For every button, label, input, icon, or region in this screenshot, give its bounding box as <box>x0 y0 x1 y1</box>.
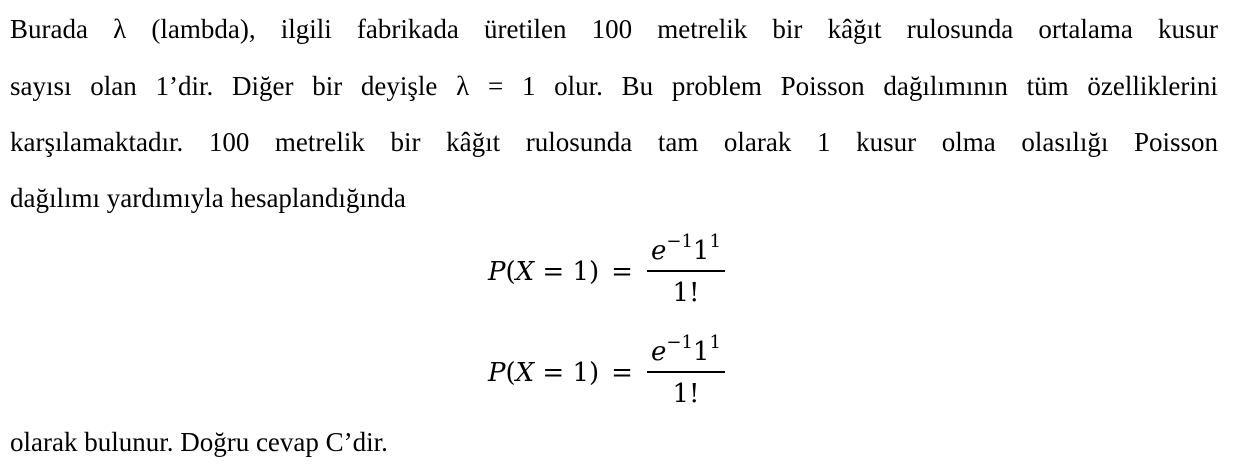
word: kâğıt <box>446 127 501 157</box>
word: bir <box>772 14 803 44</box>
equation-symbol-x: X <box>515 358 535 388</box>
equation-paren: ( <box>505 358 516 388</box>
word: karşılamaktadır. <box>10 127 184 157</box>
word: Diğer <box>231 71 294 101</box>
equation-paren: ( <box>505 257 516 287</box>
fraction <box>647 332 725 409</box>
word: bir <box>312 71 343 101</box>
word: (lambda), <box>151 14 256 44</box>
paragraph-line-2 <box>10 69 1218 103</box>
paragraph-line-4: dağılımı yardımıyla hesaplandığında <box>10 183 406 213</box>
conclusion-text: olarak bulunur. Doğru cevap C’dir. <box>10 427 388 457</box>
fraction-numerator <box>647 332 725 371</box>
equation-lhs <box>488 358 599 388</box>
paragraph-line-1 <box>10 12 1218 46</box>
word: olma <box>941 127 996 157</box>
numerator-base: e <box>650 236 667 266</box>
word: Burada <box>10 14 88 44</box>
word: 1’dir. <box>155 71 214 101</box>
word: Bu <box>621 71 654 101</box>
numerator-base-2: 1 <box>692 236 710 266</box>
word: rulosunda <box>525 127 633 157</box>
word: 100 <box>208 127 250 157</box>
word: 100 <box>591 14 633 44</box>
equation-symbol-p: P <box>488 257 506 287</box>
equation-lhs <box>488 257 599 287</box>
word: deyişle <box>360 71 438 101</box>
word: olasılığı <box>1021 127 1109 157</box>
word: ilgili <box>280 14 332 44</box>
equation-lhs-rest: = 1) <box>534 358 600 388</box>
numerator-base: e <box>650 337 667 367</box>
numerator-exponent: −1 <box>666 231 693 253</box>
word: kâğıt <box>827 14 882 44</box>
numerator-exponent-2: 1 <box>709 332 721 354</box>
word: fabrikada <box>356 14 459 44</box>
word: tam <box>657 127 699 157</box>
word: dağılımının <box>883 71 1008 101</box>
word: Poisson <box>780 71 865 101</box>
word: = <box>487 71 504 101</box>
word: problem <box>671 71 762 101</box>
word: olur. <box>554 71 603 101</box>
word: ortalama <box>1038 14 1133 44</box>
word: özelliklerini <box>1087 71 1218 101</box>
word: Poisson <box>1133 127 1218 157</box>
equals-sign: = <box>611 358 633 388</box>
word: metrelik <box>657 14 748 44</box>
numerator-exponent: −1 <box>666 332 693 354</box>
word: tüm <box>1026 71 1069 101</box>
numerator-base-2: 1 <box>692 337 710 367</box>
word: sayısı <box>10 71 72 101</box>
equation-1 <box>488 232 725 312</box>
word: kusur <box>1157 14 1218 44</box>
word: 1 <box>817 127 831 157</box>
word: λ <box>113 14 127 44</box>
equation-symbol-x: X <box>515 257 535 287</box>
word: rulosunda <box>906 14 1014 44</box>
word: bir <box>390 127 421 157</box>
fraction <box>647 231 725 308</box>
equation-lhs-rest: = 1) <box>534 257 600 287</box>
equation-symbol-p: P <box>488 358 506 388</box>
fraction-denominator: 1! <box>672 278 700 308</box>
word: kusur <box>856 127 917 157</box>
word: metrelik <box>274 127 365 157</box>
equation-2 <box>488 333 725 413</box>
equals-sign: = <box>611 257 633 287</box>
fraction-denominator: 1! <box>672 379 700 409</box>
word: olarak <box>723 127 792 157</box>
numerator-exponent-2: 1 <box>709 231 721 253</box>
word: olan <box>90 71 137 101</box>
fraction-numerator <box>647 231 725 270</box>
paragraph-line-3 <box>10 125 1218 159</box>
word: 1 <box>521 71 536 101</box>
word: λ <box>456 71 470 101</box>
word: üretilen <box>484 14 567 44</box>
